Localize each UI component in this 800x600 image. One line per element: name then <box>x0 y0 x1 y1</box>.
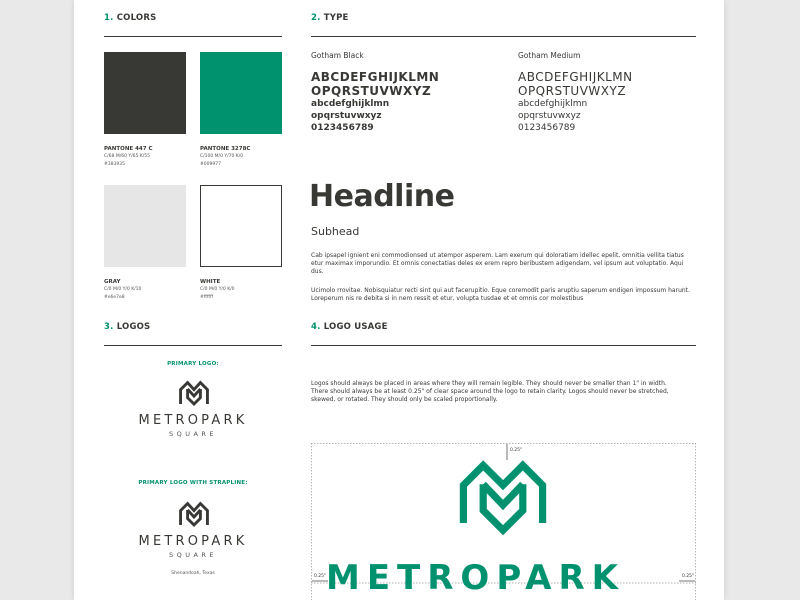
color-name: PANTONE 3278C <box>200 146 251 152</box>
logo-subword: SQUARE <box>168 551 218 559</box>
color-swatch-pantone-3278 <box>200 52 282 134</box>
color-name: GRAY <box>104 279 121 285</box>
color-name: WHITE <box>200 279 221 285</box>
logo-usage-section-title: 4. LOGO USAGE <box>311 322 388 332</box>
clearspace-dimension-left: 0.25" <box>314 574 327 579</box>
metropark-monogram-large-icon <box>458 460 548 550</box>
color-name: PANTONE 447 C <box>104 146 153 152</box>
clearspace-dimension-top: 0.25" <box>510 448 523 453</box>
sample-headline: Headline <box>309 179 455 214</box>
type-rule <box>311 36 696 37</box>
logo-wordmark: METROPARK <box>138 413 248 428</box>
sample-paragraph-2: Ucimolo rrovitae. Nobisquiatur recti sint qui aut facerupitio. Eque coremodit paris aruptiu saperum endigen impossum harunt. Loreperum nis re debita si in nem ressit et etur, volupta tusdae et et omnis cor molestibus <box>311 287 690 302</box>
sample-paragraph-1: Cab ipsapel ignient eni commodionsed ut atempor asperem. Lam exerum qui doloratiam idellec epelit, omnitia vellita tiatus etur maximax imporundio. Et omnis conectatias deles ex erem repro beribustem adigendam, vel ipsum aut voluptatio. Aqui dus. <box>311 252 684 275</box>
logo-usage-text: Logos should always be placed in areas where they will remain legible. They should never be smaller than 1" in width. There should always be at least 0.25" of clear space around the logo to retain clarity. Logos should never be stretched, skewed, or rotated. They should only be scaled proportionally. <box>311 380 669 403</box>
font-specimen-medium: ABCDEFGHIJKLMN OPQRSTUVWXYZ abcdefghijklmn opqrstuvwxyz 0123456789 <box>518 70 633 133</box>
colors-section-title: 1. COLORS <box>104 13 157 23</box>
color-swatch-white <box>200 185 282 267</box>
logo-wordmark-large: METROPARK <box>326 558 625 598</box>
metropark-monogram-icon <box>178 380 210 412</box>
color-values: C/100 M/0 Y/70 K/0 #009977 <box>200 154 244 167</box>
logo-usage-rule <box>311 345 696 346</box>
font-name-medium: Gotham Medium <box>518 51 581 60</box>
metropark-monogram-icon <box>178 501 210 533</box>
style-guide-sheet <box>74 0 724 600</box>
clearspace-dimension-right: 0.25" <box>682 574 695 579</box>
logos-section-title: 3. LOGOS <box>104 322 151 332</box>
logo-wordmark: METROPARK <box>138 534 248 549</box>
sample-subhead: Subhead <box>311 225 360 238</box>
font-specimen-black: ABCDEFGHIJKLMN OPQRSTUVWXYZ abcdefghijklmn opqrstuvwxyz 0123456789 <box>311 70 440 133</box>
color-values: C/68 M/60 Y/65 K/55 #383935 <box>104 154 150 167</box>
color-swatch-gray <box>104 185 186 267</box>
colors-rule <box>104 36 282 37</box>
color-values: C/0 M/0 Y/0 K/10 #e6e7e8 <box>104 287 142 300</box>
primary-logo-label: PRIMARY LOGO: <box>167 361 219 367</box>
strapline-logo-label: PRIMARY LOGO WITH STRAPLINE: <box>138 480 248 486</box>
type-section-title: 2. TYPE <box>311 13 349 23</box>
color-swatch-pantone-447 <box>104 52 186 134</box>
color-values: C/0 M/0 Y/0 K/0 #ffffff <box>200 287 235 300</box>
logo-tagline: Shenandoah, Texas <box>171 571 215 576</box>
logos-rule <box>104 345 282 346</box>
font-name-black: Gotham Black <box>311 51 364 60</box>
logo-subword: SQUARE <box>168 430 218 438</box>
